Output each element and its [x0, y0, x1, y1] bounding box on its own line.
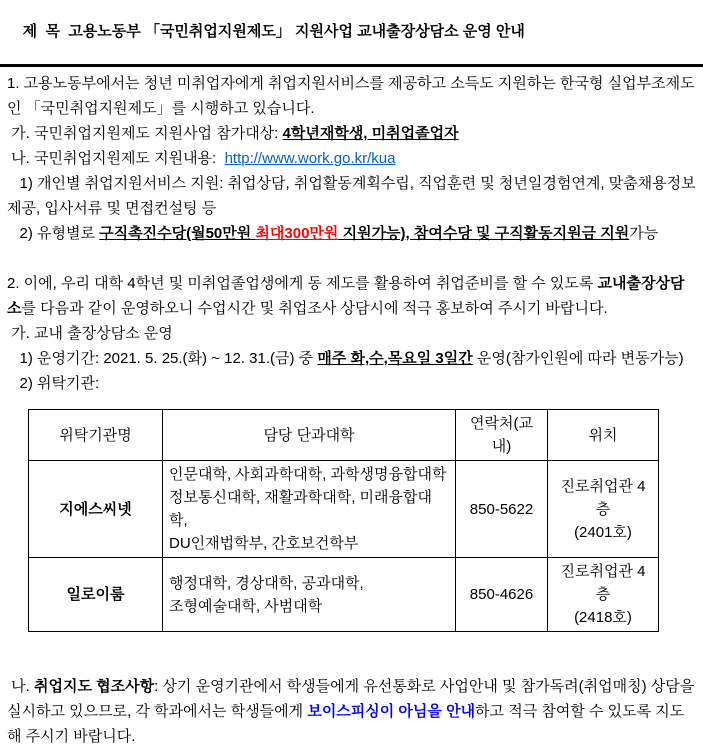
cooperation-suffix: 하고 적극 참여할 수 있도록 지도해 주시기 바랍니다. — [7, 703, 685, 745]
table-row-gsc-net — [29, 461, 659, 558]
location-line: 진로취업관 4층 — [560, 563, 646, 603]
section-gap — [7, 246, 696, 271]
paragraph-operation-period — [7, 346, 696, 371]
period-days: 매주 화,수,목요일 3일간 — [317, 350, 473, 367]
colleges-line: 행정대학, 경상대학, 공과대학, — [169, 574, 364, 592]
allowance-prefix: 2) 유형별로 — [7, 225, 100, 242]
col-header-agency-name: 위탁기관명 — [29, 410, 163, 461]
table-header-row — [29, 410, 659, 461]
support-content-label: 나. 국민취업지원제도 지원내용: — [7, 150, 225, 167]
work-go-kr-link[interactable]: http://www.work.go.kr/kua — [224, 150, 396, 167]
title-text: 제 목 고용노동부 「국민취업지원제도」 지원사업 교내출장상담소 운영 안내 — [22, 23, 525, 40]
paragraph-cooperation — [7, 674, 699, 749]
colleges-line: DU인재법학부, 간호보건학부 — [169, 535, 359, 552]
cell-colleges — [163, 558, 456, 632]
colleges-line: 조형예술대학, 사범대학 — [169, 597, 323, 615]
period-prefix: 1) 운영기간: 2021. 5. 25.(화) ~ 12. 31.(금) 중 — [7, 350, 318, 367]
cell-agency-name: 지에스씨넷 — [29, 461, 163, 558]
cooperation-mid: : 상기 운영기관에서 학생들에게 유선통화로 사업안내 및 참가독려(취업매칭) 상담을 실시하고 있으므로, 각 학과에서는 학생들에게 — [7, 678, 699, 720]
counsel-suffix: 를 다음과 같이 운영하오니 수업시간 및 취업조사 상담시에 적극 홍보하여 주시기 바랍니다. — [21, 300, 608, 317]
allowance-max-amount: 최대300만원 — [255, 225, 339, 242]
allowance-bold-2: 지원가능), 참여수당 및 구직활동지원금 지원 — [338, 225, 630, 242]
paragraph-service-item: 1) 개인별 취업지원서비스 지원: 취업상담, 취업활동계획수립, 직업훈련 및 청년일경험연계, 맞춤채용정보 제공, 입사서류 및 면접컨설팅 등 — [7, 175, 700, 217]
paragraph-allowance-item — [7, 221, 696, 246]
cooperation-prefix: 나. — [7, 678, 34, 695]
paragraph-intro: 1. 고용노동부에서는 청년 미취업자에게 취업지원서비스를 제공하고 소득도 지원하는 한국형 실업부조제도인 「국민취업지원제도」를 시행하고 있습니다. — [7, 75, 695, 117]
paragraph-operation-heading: 가. 교내 출장상담소 운영 — [7, 325, 173, 342]
participants-value: 4학년재학생, 미취업졸업자 — [282, 125, 459, 142]
paragraph-agency-heading: 2) 위탁기관: — [7, 375, 100, 392]
cell-contact: 850-5622 — [456, 461, 548, 558]
location-line: (2401호) — [574, 523, 632, 541]
footer-gap — [7, 632, 696, 674]
paragraph-support-content — [7, 146, 696, 171]
cell-colleges — [163, 461, 456, 558]
cell-location — [548, 461, 659, 558]
cell-location — [548, 558, 659, 632]
location-line: (2418호) — [574, 609, 632, 626]
table-row-illo-irum — [29, 558, 659, 632]
cell-agency-name: 일로이룸 — [29, 558, 163, 632]
agency-table — [28, 409, 659, 632]
location-line: 진로취업관 4층 — [560, 477, 646, 518]
cell-contact: 850-4626 — [456, 558, 548, 632]
paragraph-participants — [7, 121, 696, 146]
col-header-location: 위치 — [548, 410, 659, 461]
paragraph-counsel-notice — [7, 271, 696, 321]
col-header-colleges: 담당 단과대학 — [163, 410, 456, 461]
table-gap — [7, 396, 696, 409]
counsel-bold: 교내출장상담소 — [7, 275, 685, 317]
counsel-prefix: 2. 이에, 우리 대학 4학년 및 미취업졸업생에게 동 제도를 활용하여 취업준비를 할 수 있도록 — [7, 275, 598, 292]
allowance-suffix: 가능 — [629, 225, 659, 242]
voice-phishing-notice: 보이스피싱이 아님을 안내 — [307, 703, 476, 720]
document-body — [0, 67, 703, 749]
participants-label: 가. 국민취업지원제도 지원사업 참가대상: — [7, 125, 283, 142]
colleges-line: 정보통신대학, 재활과학대학, 미래융합대학, — [169, 489, 433, 529]
col-header-contact: 연락처(교내) — [456, 410, 548, 461]
allowance-bold-1: 구직촉진수당(월50만원 — [99, 225, 256, 242]
cooperation-heading: 취업지도 협조사항 — [34, 678, 155, 695]
period-suffix: 운영(참가인원에 따라 변동가능) — [472, 350, 684, 367]
document-title — [0, 0, 703, 67]
colleges-line: 인문대학, 사회과학대학, 과학생명융합대학 — [169, 466, 447, 483]
